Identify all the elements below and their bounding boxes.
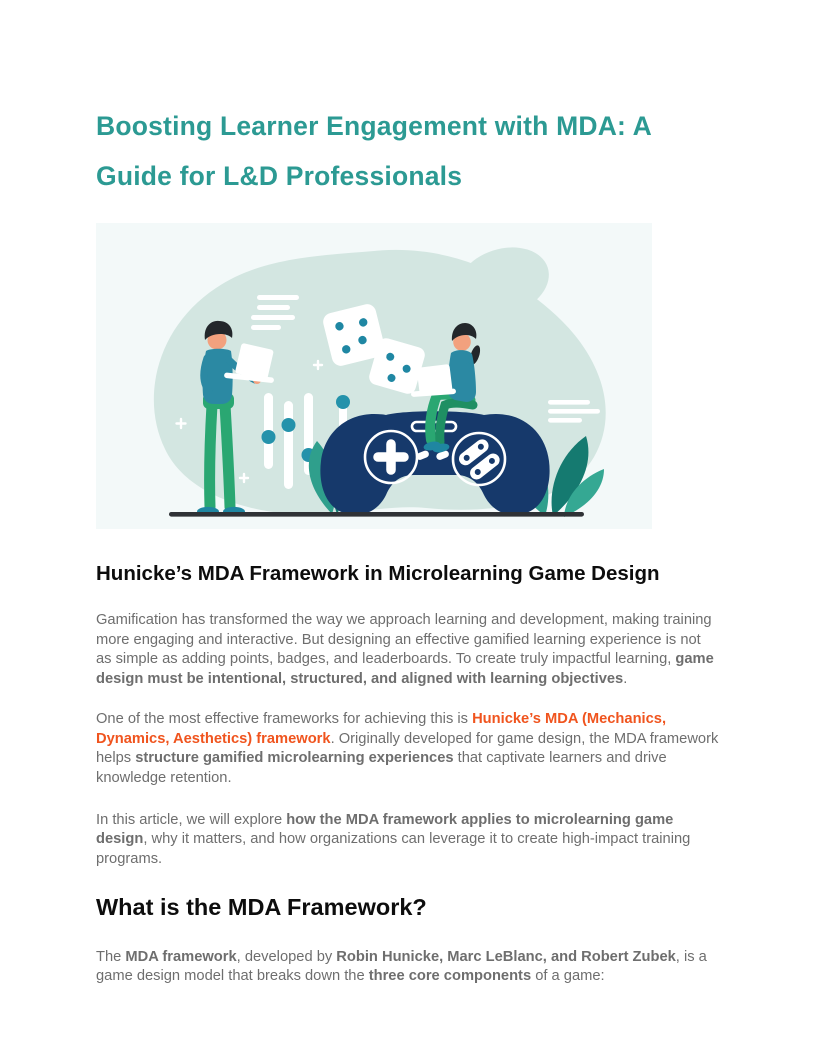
text-segment: . Originally developed for game design, the MDA framework helps	[96, 730, 719, 767]
page-title-line-2: Guide for L&D Professionals	[96, 161, 463, 191]
text-segment: One of the most effective frameworks for achieving this is	[96, 710, 473, 727]
text-segment: three core components	[368, 968, 532, 985]
hero-illustration	[96, 223, 652, 529]
section-heading-mda-microlearning: Hunicke’s MDA Framework in Microlearning Game Design	[96, 562, 660, 585]
ground-line	[169, 512, 584, 517]
text-segment: Gamification has transformed the way we approach learning and development, making training more engaging and interactive. But designing an effective gamified learning experience is not as simple as adding points, badges, and leaderboards. To create truly impactful learning,	[96, 612, 712, 668]
page-title-line-1: Boosting Learner Engagement with MDA: A	[96, 111, 652, 141]
paragraph-gamification-intro	[96, 611, 720, 690]
paragraph-article-overview	[96, 811, 720, 870]
gamification-illustration	[96, 223, 652, 529]
text-segment: that captivate learners and drive knowledge retention.	[96, 750, 667, 786]
text-segment: how the MDA framework applies to microlearning game design	[96, 811, 674, 848]
text-segment: MDA framework	[125, 948, 237, 965]
text-segment: In this article, we will explore	[96, 811, 287, 828]
mda-framework-link[interactable]: Hunicke’s MDA (Mechanics, Dynamics, Aesthetics) framework	[96, 710, 667, 747]
text-segment: , is a game design model that breaks down the	[96, 948, 707, 985]
text-segment: The	[96, 948, 126, 965]
paragraph-mda-framework-link	[96, 710, 720, 789]
paragraph-mda-definition	[96, 948, 720, 987]
text-segment: , developed by	[236, 948, 337, 965]
text-segment: structure gamified microlearning experiences	[135, 750, 454, 767]
text-segment: .	[623, 671, 628, 688]
text-segment: Robin Hunicke, Marc LeBlanc, and Robert Zubek	[336, 948, 676, 965]
text-segment: , why it matters, and how organizations can leverage it to create high-impact training programs.	[96, 831, 691, 868]
section-heading-what-is-mda: What is the MDA Framework?	[96, 893, 427, 920]
text-segment: game design must be intentional, structured, and aligned with learning objectives	[96, 651, 714, 688]
page-title	[96, 101, 720, 201]
text-segment: of a game:	[531, 968, 605, 985]
